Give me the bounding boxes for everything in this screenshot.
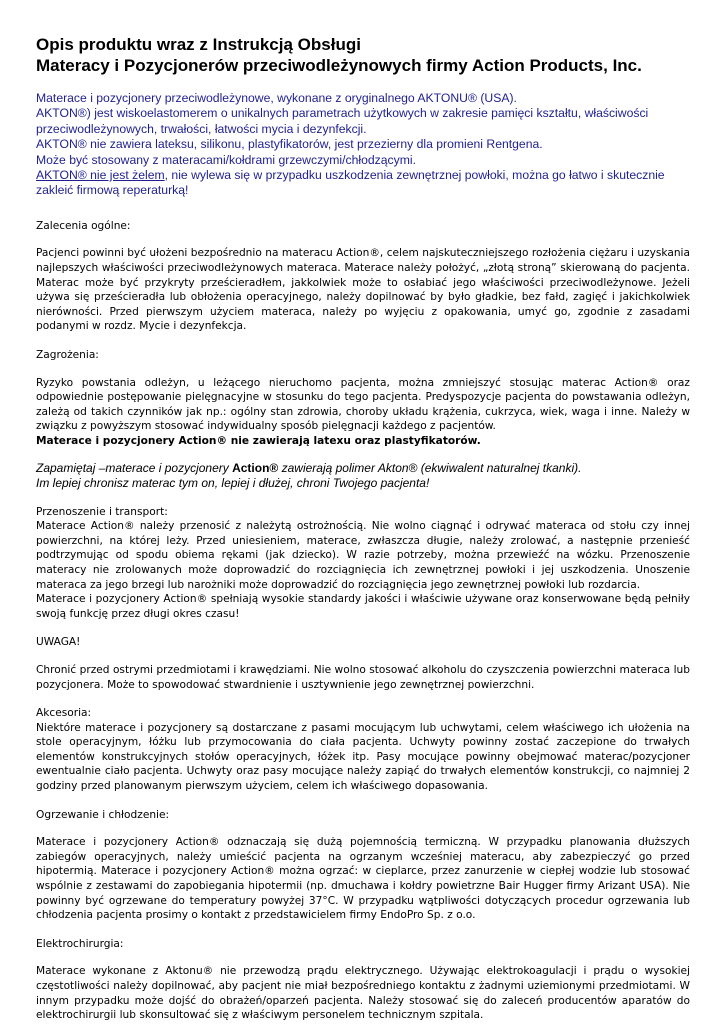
section-transport: [36, 505, 690, 622]
intro-line-5: [36, 168, 690, 199]
section-heading: Przenoszenie i transport:: [36, 505, 168, 518]
section-text: Pacjenci powinni być ułożeni bezpośrednio na materacu Action®, celem najskuteczniejszego rozłożenia ciężaru i uzyskania najlepszych właściwości przeciwodleżynowych materaca. Materace należy położyć, „złotą stroną” skierowaną do pacjenta. Materac może być przykryty prześcieradłem, jakkolwiek może to osłabiać jego właściwości przeciwodleżynowe. Jeżeli używa się prześcieradła lub obłożenia operacyjnego, należy dopilnować by było gładkie, bez fałd, zagięć i jakichkolwiek nierówności. Przed pierwszym użyciem materaca, należy po wyjęciu z opakowania, umyć go, zgodnie z zasadami podanymi w rozdz. Mycie i dezynfekcja.: [36, 247, 690, 333]
section-heading: Zalecenia ogólne:: [36, 219, 131, 232]
intro-line-5-rest: , nie wylewa się w przypadku uszkodzenia zewnętrznej powłoki, można go łatwo i skutecznie zakleić firmową reperaturką!: [36, 168, 665, 198]
section-heading: UWAGA!: [36, 636, 81, 649]
section-text-2: Materace i pozycjonery Action® spełniają wysokie standardy jakości i właściwie używane oraz konserwowane będą pełniły swoją funkcję przez długi okres czasu!: [36, 593, 690, 620]
remember-a: Zapamiętaj –materace i pozycjonery: [36, 460, 233, 475]
remember-note: [36, 461, 690, 491]
section-heating: [36, 808, 690, 923]
section-text: Chronić przed ostrymi przedmiotami i krawędziami. Nie wolno stosować alkoholu do czyszczenia powierzchni materaca lub pozycjonera. Może to spowodować stwardnienie i usztywnienie jego zewnętrznej powierzchni.: [36, 663, 690, 691]
title-line-1: Opis produktu wraz z Instrukcją Obsługi: [36, 35, 361, 54]
remember-d: Im lepiej chronisz materac tym on, lepiej i dłużej, chroni Twojego pacjenta!: [36, 475, 430, 490]
section-accessories: [36, 706, 690, 794]
document-page: [36, 34, 690, 1023]
remember-c: zawierają polimer Akton® (ekwiwalent naturalnej tkanki).: [278, 460, 582, 475]
section-text: Materace i pozycjonery Action® odznaczają się dużą pojemnością termiczną. W przypadku planowania dłuższych zabiegów operacyjnych, należy umieścić pacjenta na ogrzanym wcześniej materacu, aby zabezpieczyć go przed hipotermią. Materace i pozycjonery Action® można ogrzać: w cieplarce, przez zanurzenie w ciepłej wodzie lub stosować wspólnie z zestawami do zapobiegania hipotermii (np. dmuchawa i kołdry powietrzne Bair Hugger firmy Arizant USA). Nie powinny być ogrzewane do temperatury powyżej 37°C. W przypadku wątpliwości dotyczących procedur ogrzewania lub chłodzenia pacjenta prosimy o kontakt z przedstawicielem firmy EndoPro Sp. z o.o.: [36, 836, 690, 922]
intro-block: [36, 91, 690, 199]
section-text: Ryzyko powstania odleżyn, u leżącego nieruchomo pacjenta, można zmniejszyć stosując materac Action® oraz odpowiednie postępowanie pielęgnacyjne w stosunku do tego pacjenta. Predyspozycje pacjenta do powstawania odleżyn, zależą od takich czynników jak np.: ogólny stan zdrowia, choroby układu krążenia, cukrzyca, wiek, waga i inne. Należy w związku z powyższym stosować indywidualny sposób pielęgnacji każdego z pacjentów.: [36, 376, 690, 433]
section-heading: Zagrożenia:: [36, 349, 99, 361]
section-heading: Akcesoria:: [36, 707, 92, 720]
section-warning: [36, 635, 690, 692]
title-line-2: Materacy i Pozycjonerów przeciwodleżynowych firmy Action Products, Inc.: [36, 56, 642, 75]
intro-line-2: AKTON®) jest wiskoelastomerem o unikalnych parametrach użytkowych w zakresie pamięci kształtu, właściwości przeciwodleżynowych, trwałości, łatwości mycia i dezynfekcji.: [36, 106, 649, 136]
intro-line-1: Materace i pozycjonery przeciwodleżynowe, wykonane z oryginalnego AKTONU® (USA).: [36, 91, 517, 105]
remember-brand: Action®: [232, 460, 279, 475]
document-title: [36, 34, 690, 76]
section-text: Materace Action® należy przenosić z należytą ostrożnością. Nie wolno ciągnąć i odrywać materaca od stołu czy innej powierzchni, na której leży. Przed uniesieniem, materace, zwłaszcza długie, należy zrolować, a następnie przenieść podtrzymując od spodu obiema rękami (jak dziecko). W razie potrzeby, można przewieźć na wózku. Przenoszenie materacy nie zrolowanych może doprowadzić do rozciągnięcia ich zewnętrznej powłoki i jej uszkodzenia. Unoszenie materaca za jego brzegi lub narożniki może doprowadzić do rozciągnięcia jego zewnętrznej powłoki lub rozdarcia.: [36, 520, 690, 591]
section-general: [36, 219, 690, 334]
intro-underlined: AKTON® nie jest żelem: [36, 168, 165, 183]
section-heading: Ogrzewanie i chłodzenie:: [36, 808, 170, 821]
section-heading: Elektrochirurgia:: [36, 937, 124, 950]
section-risks: [36, 348, 690, 449]
section-text: Niektóre materace i pozycjonery są dostarczane z pasami mocującym lub uchwytami, celem właściwego ich ułożenia na stole operacyjnym, łóżku lub przymocowania do ciała pacjenta. Uchwyty powinny zostać zaczepione do trwałych elementów konstrukcyjnych stołów operacyjnych, łóżek itp. Pasy mocujące powinny obejmować materac/pozycjoner ewentualnie ciało pacjenta. Uchwyty oraz pasy mocujące należy zapiąć do trwałych elementów konstrukcji, co najmniej 2 godziny przed planowanym pierwszym użyciem, celem ich właściwego dopasowania.: [36, 721, 690, 793]
section-electro: [36, 937, 690, 1023]
intro-line-3: AKTON® nie zawiera lateksu, silikonu, plastyfikatorów, jest przezierny dla promieni Rentgena.: [36, 137, 543, 152]
section-text: Materace wykonane z Aktonu® nie przewodzą prądu elektrycznego. Używając elektrokoagulacji i prądu o wysokiej częstotliwości należy dopilnować, aby pacjent nie miał bezpośredniego kontaktu z żadnymi uziemionymi przedmiotami. W innym przypadku może dojść do obrażeń/oparzeń pacjenta. Należy stosować się do zaleceń producentów aparatów do elektrochirurgii lub skonsultować się z właściwym personelem technicznym szpitala.: [36, 965, 690, 1022]
section-bold-text: Materace i pozycjonery Action® nie zawierają latexu oraz plastyfikatorów.: [36, 434, 481, 447]
intro-line-4: Może być stosowany z materacami/kołdrami grzewczymi/chłodzącymi.: [36, 152, 416, 167]
